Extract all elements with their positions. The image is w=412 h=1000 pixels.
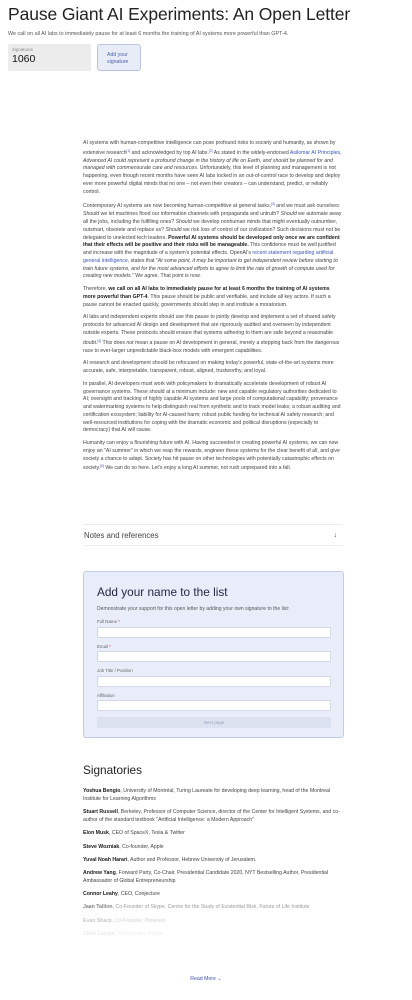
hero-section (0, 0, 412, 71)
letter-body (83, 140, 343, 478)
email-field-group (97, 644, 330, 663)
list-item: Yoshua Bengio, University of Montréal, Turing Laureate for developing deep learning, head of the Montreal Institute for Learning Algorithms (83, 788, 331, 802)
arrow-down-icon: ↓ (333, 531, 337, 539)
list-item: Evan Sharp, Co-Founder, Pinterest (83, 917, 166, 924)
letter-paragraph-3: Therefore, we call on all AI labs to immediately pause for at least 6 months the training of AI systems more powerful than GPT-4. This pause should be public and verifiable, and include all key actors. If such a pause cannot be enacted quickly, governments should step in and institute a moratorium. (83, 286, 331, 308)
job-title-field-group (97, 668, 330, 687)
job-title-label: Job Title / Position (97, 668, 133, 673)
form-title: Add your name to the list (97, 585, 228, 599)
signature-stats (8, 44, 404, 71)
email-label: Email * (97, 643, 111, 649)
signature-form (83, 571, 344, 738)
letter-paragraph-1: AI systems with human-competitive intelligence can pose profound risks to society and humanity, as shown by extensive research[1] and acknowledged by top AI labs.[2] As stated in the widely-endorsed Asilomar AI Principles, Advanced AI could represent a profound change in the history of life on Earth, and should be planned for and managed with commensurate care and resources. Unfortunately, this level of planning and management is not happening, even though recent months have seen AI labs locked in an out-of-control race to develop and deploy ever more powerful digital minds that no one – not even their creators – can understand, predict, or reliably control. (83, 140, 342, 195)
asilomar-principles-link[interactable]: Asilomar AI Principles (289, 149, 341, 156)
list-item: Jaan Tallinn, Co-Founder of Skype, Centre for the Study of Existential Risk, Future of Life Institute (83, 904, 310, 911)
footnote-link-3[interactable]: [3] (271, 202, 275, 207)
affiliation-field-group (97, 693, 330, 712)
email-input[interactable] (97, 651, 331, 662)
page-subtitle: We call on all AI labs to immediately pause for at least 6 months the training of AI systems more powerful than GPT-4. (8, 31, 289, 37)
letter-paragraph-5: AI research and development should be refocused on making today's powerful, state-of-the-art systems more accurate, safe, interpretable, transparent, robust, aligned, trustworthy, and loyal. (83, 360, 334, 375)
full-name-label: Full Name * (97, 619, 120, 624)
footnote-link-4[interactable]: [4] (97, 338, 102, 343)
next-page-button[interactable]: Next page (97, 717, 331, 728)
letter-paragraph-2: Contemporary AI systems are now becoming human-competitive at general tasks,[3] and we must ask ourselves: Should we let machines flood our information channels with propaganda and untruth? Should we automate away all the jobs, including the fulfilling ones? Should we develop nonhuman minds that might eventually outnumber, outsmart, obsolete and replace us? Should we risk loss of control of our civilization? Such decisions must not be delegated to unelected tech leaders. Powerful AI systems should be developed only once we are confident that their effects will be positive and their risks will be manageable. This confidence must be well justified and increase with the magnitude of a system's potential effects. OpenAI's recent statement regarding artificial general intelligence, states that "At some point, it may be important to get independent review before starting to train future systems, and for the most advanced efforts to agree to limit the rate of growth of compute used for creating new models." We agree. That point is now. (83, 202, 342, 280)
full-name-field-group (97, 619, 330, 638)
list-item: Elon Musk, CEO of SpaceX, Tesla & Twitter (83, 830, 185, 837)
full-name-input[interactable] (97, 627, 331, 638)
notes-label: Notes and references (84, 530, 159, 540)
signature-count-label: Signatures (12, 47, 33, 52)
page-title: Pause Giant AI Experiments: An Open Letter (8, 4, 351, 24)
list-item: Chris Larsen, Co-Founder, Ripple (83, 930, 163, 937)
letter-paragraph-7: Humanity can enjoy a flourishing future with AI. Having succeeded in creating powerful AI systems, we can now enjoy an "AI summer" in which we reap the rewards, engineer these systems for the clear benefit of all, and give society a chance to adapt. Society has hit pause on other technologies with potentially catastrophic effects on society.[5] We can do so here. Let's enjoy a long AI summer, not rush unprepared into a fall. (83, 440, 340, 472)
footnote-link-5[interactable]: [5] (100, 464, 104, 469)
list-item: Stuart Russell, Berkeley, Professor of Computer Science, director of the Center for Intelligent Systems, and co-author of the standard textbook "Artificial Intelligence: a Modern Approach" (83, 809, 340, 824)
job-title-input[interactable] (97, 676, 331, 687)
footnote-link-1[interactable]: [1] (126, 148, 131, 153)
chevron-down-icon: ⌄ (217, 976, 222, 982)
read-more-link[interactable]: Read More ⌄ (190, 976, 222, 982)
notes-accordion[interactable] (83, 524, 343, 546)
signature-count-box (8, 44, 91, 71)
affiliation-label: Affiliation (97, 692, 115, 698)
letter-paragraph-4: AI labs and independent experts should use this pause to jointly develop and implement a set of shared safety protocols for advanced AI design and development that are rigorously audited and overseen by independent outside experts. These protocols should ensure that systems adhering to them are safe beyond a reasonable doubt.[4] This does not mean a pause on AI development in general, merely a stepping back from the dangerous race to ever-larger unpredictable black-box models with emergent capabilities. (83, 314, 340, 354)
list-item: Andrew Yang, Forward Party, Co-Chair, Presidential Candidate 2020, NYT Bestselling Author, Presidential Ambassador of Global Entrepreneurship (83, 869, 329, 884)
letter-paragraph-6: In parallel, AI developers must work with policymakers to dramatically accelerate development of robust AI governance systems. These should at a minimum include: new and capable regulatory authorities dedicated to AI; oversight and tracking of highly capable AI systems and large pools of computational capability; provenance and watermarking systems to help distinguish real from synthetic and to track model leaks; a robust auditing and certification ecosystem; liability for AI-caused harm; robust public funding for technical AI safety research; and well-resourced institutions for coping with the dramatic economic and political disruptions (especially to democracy) that AI will cause. (83, 380, 341, 434)
affiliation-input[interactable] (97, 700, 331, 711)
list-item: Steve Wozniak, Co-founder, Apple (83, 843, 164, 850)
footnote-link-2[interactable]: [2] (208, 148, 213, 153)
openai-statement-link[interactable]: recent statement regarding artificial general intelligence (83, 250, 334, 264)
signatories-title: Signatories (83, 763, 143, 777)
add-signature-button[interactable]: Add your signature (97, 44, 141, 71)
signature-count: 1060 (12, 53, 36, 65)
list-item: Yuval Noah Harari, Author and Professor, Hebrew University of Jerusalem. (83, 856, 257, 863)
signatories-section (83, 763, 345, 943)
form-description: Demonstrate your support for this open letter by adding your own signature to the list: (97, 606, 290, 612)
list-item: Connor Leahy, CEO, Conjecture (83, 891, 160, 898)
